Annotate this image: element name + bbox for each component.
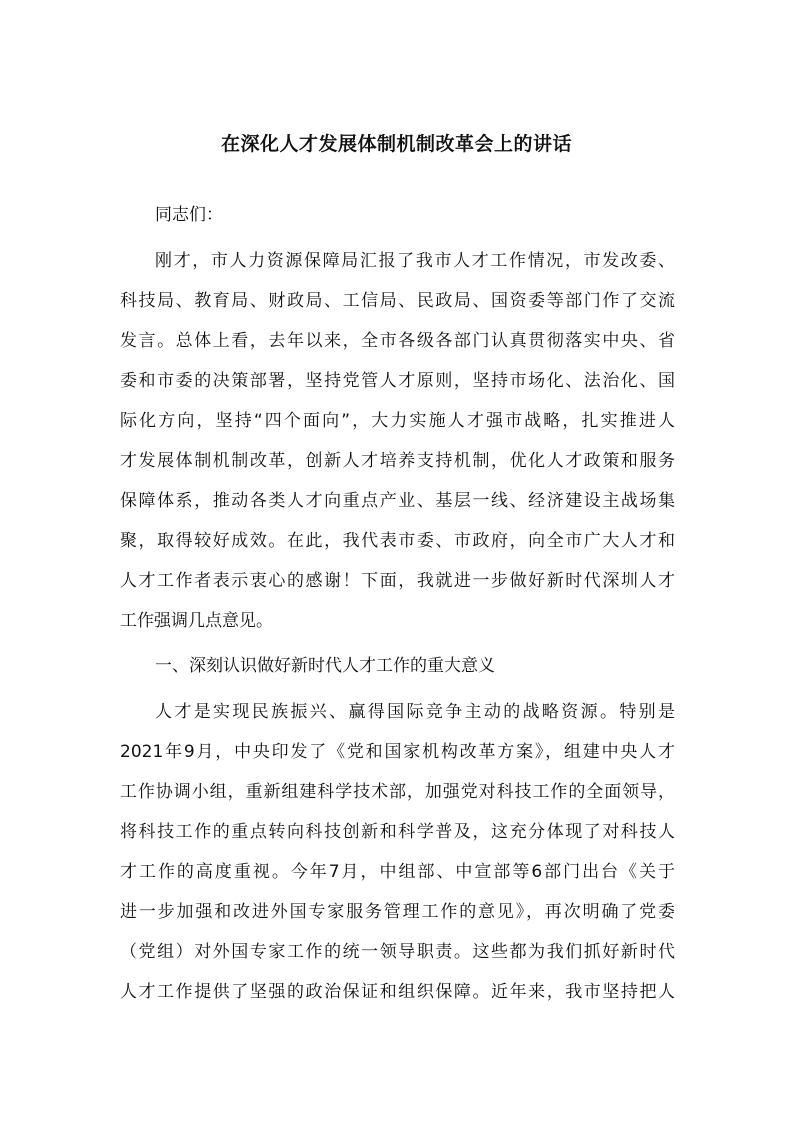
paragraph-line: 际化方向，坚持“四个面向”，大力实施人才强市战略，扎实推进人	[120, 411, 675, 431]
paragraph-line: 人才工作者表示衷心的感谢！下面，我就进一步做好新时代深圳人才	[120, 571, 675, 591]
paragraph-line: 将科技工作的重点转向科技创新和科学普及，这充分体现了对科技人	[120, 822, 675, 842]
paragraph-line: 工作协调小组，重新组建科学技术部，加强党对科技工作的全面领导，	[120, 782, 675, 802]
paragraph-line: 2021年9月，中央印发了《党和国家机构改革方案》，组建中央人才	[120, 742, 675, 762]
paragraph-line: 才发展体制机制改革，创新人才培养支持机制，优化人才政策和服务	[120, 451, 675, 471]
paragraph-line: 刚才，市人力资源保障局汇报了我市人才工作情况，市发改委、	[155, 251, 675, 271]
paragraph-line: （党组）对外国专家工作的统一领导职责。这些都为我们抓好新时代	[120, 942, 675, 962]
paragraph-line: 人才工作提供了坚强的政治保证和组织保障。近年来，我市坚持把人	[120, 982, 675, 1002]
paragraph-line: 发言。总体上看，去年以来，全市各级各部门认真贯彻落实中央、省	[120, 331, 675, 351]
paragraph-line: 委和市委的决策部署，坚持党管人才原则，坚持市场化、法治化、国	[120, 371, 675, 391]
paragraph-line: 才工作的高度重视。今年7月，中组部、中宣部等6部门出台《关于	[120, 862, 675, 882]
section-heading: 一、深刻认识做好新时代人才工作的重大意义	[155, 656, 495, 676]
paragraph-line: 人才是实现民族振兴、赢得国际竞争主动的战略资源。特别是	[155, 702, 675, 722]
paragraph-line: 聚，取得较好成效。在此，我代表市委、市政府，向全市广大人才和	[120, 531, 675, 551]
paragraph-line: 工作强调几点意见。	[120, 611, 273, 631]
paragraph-line: 科技局、教育局、财政局、工信局、民政局、国资委等部门作了交流	[120, 291, 675, 311]
salutation: 同志们：	[155, 205, 223, 225]
page-title: 在深化人才发展体制机制改革会上的讲话	[220, 133, 572, 155]
paragraph-line: 进一步加强和改进外国专家服务管理工作的意见》，再次明确了党委	[120, 902, 675, 922]
paragraph-line: 保障体系，推动各类人才向重点产业、基层一线、经济建设主战场集	[120, 491, 675, 511]
